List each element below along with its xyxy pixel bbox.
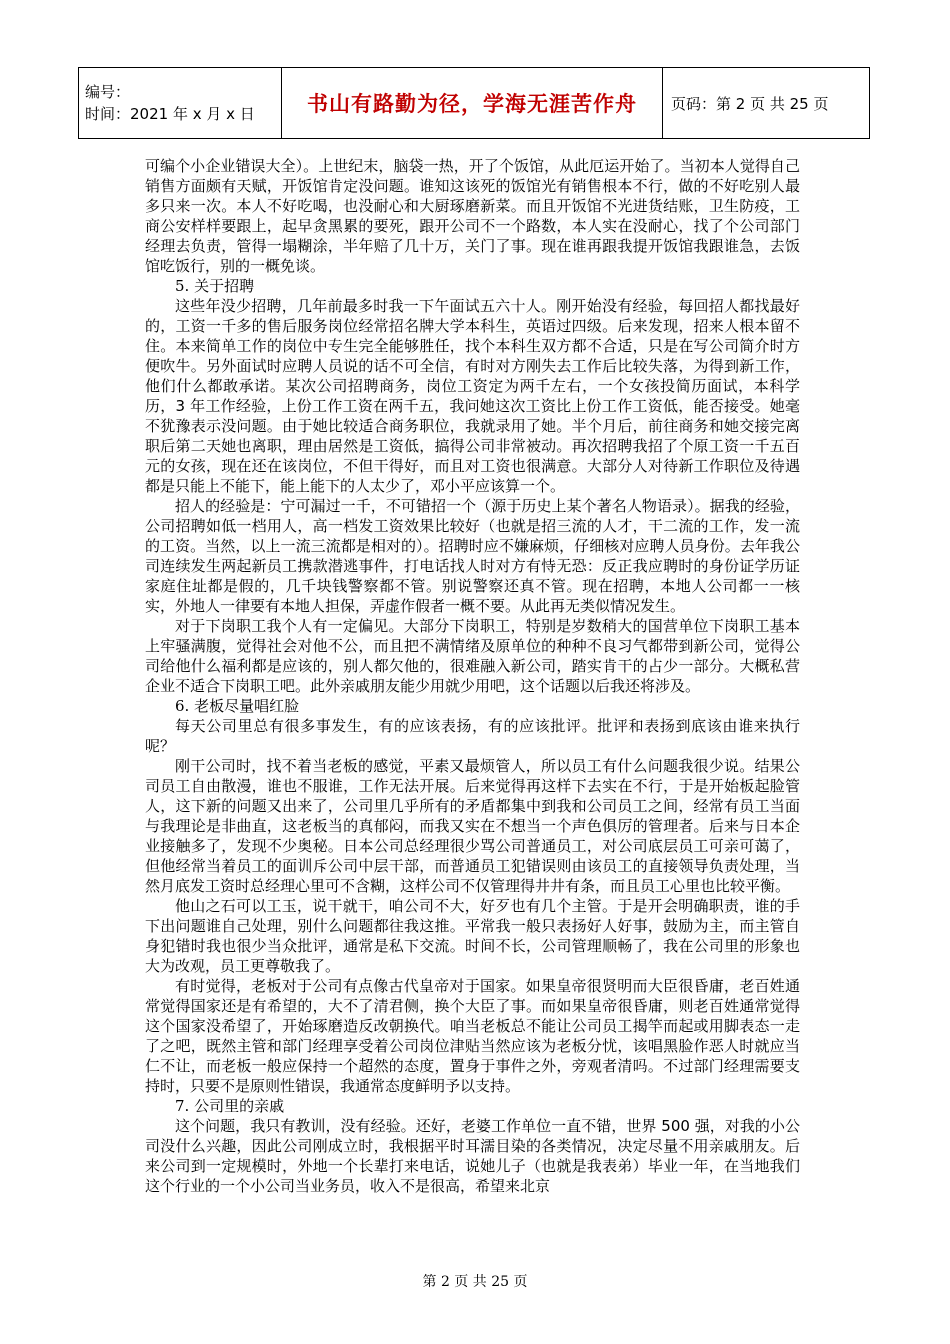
paragraph: 可编个小企业错误大全）。上世纪末，脑袋一热，开了个饭馆，从此厄运开始了。当初本人觉得自己销售方面颇有天赋，开饭馆肯定没问题。谁知这该死的饭馆光有销售根本不行，做的不好吃别人最多只来一次。本人不好吃喝，也没耐心和大厨琢磨新菜。而且开饭馆不光进货结账，卫生防疫，工商公安样样要跟上，起早贪黑累的要死，跟开公司不一个路数，本人实在没耐心，找了个公司部门经理去负责，管得一塌糊涂，半年赔了几十万，关门了事。现在谁再跟我提开饭馆我跟谁急，去饭馆吃饭行，别的一概免谈。 [145, 157, 800, 275]
page-header [78, 67, 870, 139]
document-number-label: 编号： [85, 83, 131, 101]
header-page-number: 页码：第 2 页 共 25 页 [663, 68, 870, 139]
paragraph: 有时觉得，老板对于公司有点像古代皇帝对于国家。如果皇帝很贤明而大臣很昏庸，老百姓通常觉得国家还是有希望的，大不了清君侧，换个大臣了事。而如果皇帝很昏庸，则老百姓通常觉得这个国家没希望了，开始琢磨造反改朝换代。咱当老板总不能让公司员工揭竿而起或用脚表态一走了之吧，既然主管和部门经理享受着公司岗位津贴当然应该为老板分忧，该唱黑脸作恶人时就应当仁不让，而老板一般应保持一个超然的态度，置身于事件之外，旁观者清吗。不过部门经理需要支持时，只要不是原则性错误，我通常态度鲜明予以支持。 [145, 977, 800, 1095]
section-heading-relatives: 7. 公司里的亲戚 [175, 1097, 285, 1115]
document-body [145, 156, 800, 1196]
header-meta [79, 68, 282, 139]
paragraph: 这个问题，我只有教训，没有经验。还好，老婆工作单位一直不错，世界 500 强，对我的小公司没什么兴趣，因此公司刚成立时，我根据平时耳濡目染的各类情况，决定尽量不用亲戚朋友。后来公司到一定规模时，外地一个长辈打来电话，说她儿子（也就是我表弟）毕业一年，在当地我们这个行业的一个小公司当业务员，收入不是很高，希望来北京 [145, 1117, 800, 1195]
header-motto-cell [282, 68, 663, 139]
paragraph: 对于下岗职工我个人有一定偏见。大部分下岗职工，特别是岁数稍大的国营单位下岗职工基本上牢骚满腹，觉得社会对他不公，而且把不满情绪及原单位的种种不良习气都带到新公司，觉得公司给他什么福利都是应该的，别人都欠他的，很难融入新公司，踏实肯干的占少一部分。大概私营企业不适合下岗职工吧。此外亲戚朋友能少用就少用吧，这个话题以后我还将涉及。 [145, 617, 800, 695]
section-heading-recruitment: 5. 关于招聘 [175, 277, 255, 295]
header-motto: 书山有路勤为径，学海无涯苦作舟 [307, 91, 637, 116]
paragraph: 这些年没少招聘，几年前最多时我一下午面试五六十人。刚开始没有经验，每回招人都找最好的，工资一千多的售后服务岗位经常招名牌大学本科生，英语过四级。后来发现，招来人根本留不住。本来简单工作的岗位中专生完全能够胜任，找个本科生双方都不合适，只是在写公司简介时方便吹牛。另外面试时应聘人员说的话不可全信，有时对方刚失去工作后比较失落，为得到新工作，他们什么都敢承诺。某次公司招聘商务，岗位工资定为两千左右，一个女孩投简历面试，本科学历，3 年工作经验，上份工作工资在两千五，我问她这次工资比上份工作工资低，能否接受。她毫不犹豫表示没问题。由于她比较适合商务职位，我就录用了她。半个月后，前往商务和她交接完离职后第二天她也离职，理由居然是工资低，搞得公司非常被动。再次招聘我招了个原工资一千五百元的女孩，现在还在该岗位，不但干得好，而且对工资也很满意。大部分人对待新工作职位及待遇都是只能上不能下，能上能下的人太少了，邓小平应该算一个。 [145, 297, 800, 495]
section-heading-red-face: 6. 老板尽量唱红脸 [175, 697, 300, 715]
paragraph: 每天公司里总有很多事发生，有的应该表扬，有的应该批评。批评和表扬到底该由谁来执行呢？ [145, 717, 800, 755]
document-time-label: 时间：2021 年 x 月 x 日 [85, 105, 255, 123]
paragraph: 他山之石可以工玉，说干就干，咱公司不大，好歹也有几个主管。于是开会明确职责，谁的手下出问题谁自己处理，别什么问题都往我这推。平常我一般只表扬好人好事，鼓励为主，而主管自身犯错时我也很少当众批评，通常是私下交流。时间不长，公司管理顺畅了，我在公司里的形象也大为改观，员工更尊敬我了。 [145, 897, 800, 975]
paragraph: 招人的经验是：宁可漏过一千，不可错招一个（源于历史上某个著名人物语录）。据我的经验，公司招聘如低一档用人，高一档发工资效果比较好（也就是招三流的人才，干二流的工作，发一流的工资。当然，以上一流三流都是相对的）。招聘时应不嫌麻烦，仔细核对应聘人员身份。去年我公司连续发生两起新员工携款潜逃事件，打电话找人时对方有恃无恐：反正我应聘时的身份证学历证家庭住址都是假的，几千块钱警察都不管。别说警察还真不管。现在招聘，本地人公司都一一核实，外地人一律要有本地人担保，弄虚作假者一概不要。从此再无类似情况发生。 [145, 497, 800, 615]
page-footer: 第 2 页 共 25 页 [422, 1274, 528, 1290]
paragraph: 刚干公司时，找不着当老板的感觉，平素又最烦管人，所以员工有什么问题我很少说。结果公司员工自由散漫，谁也不服谁，工作无法开展。后来觉得再这样下去实在不行，于是开始板起脸管人，这下新的问题又出来了，公司里几乎所有的矛盾都集中到我和公司员工之间，经常有员工当面与我理论是非曲直，这老板当的真郁闷，而我又实在不想当一个声色俱厉的管理者。后来与日本企业接触多了，发现不少奥秘。日本公司总经理很少骂公司普通员工，对公司底层员工可亲可蔼了，但他经常当着员工的面训斥公司中层干部，而普通员工犯错误则由该员工的直接领导负责处理，当然月底发工资时总经理心里可不含糊，这样公司不仅管理得井井有条，而且员工心里也比较平衡。 [145, 757, 800, 895]
